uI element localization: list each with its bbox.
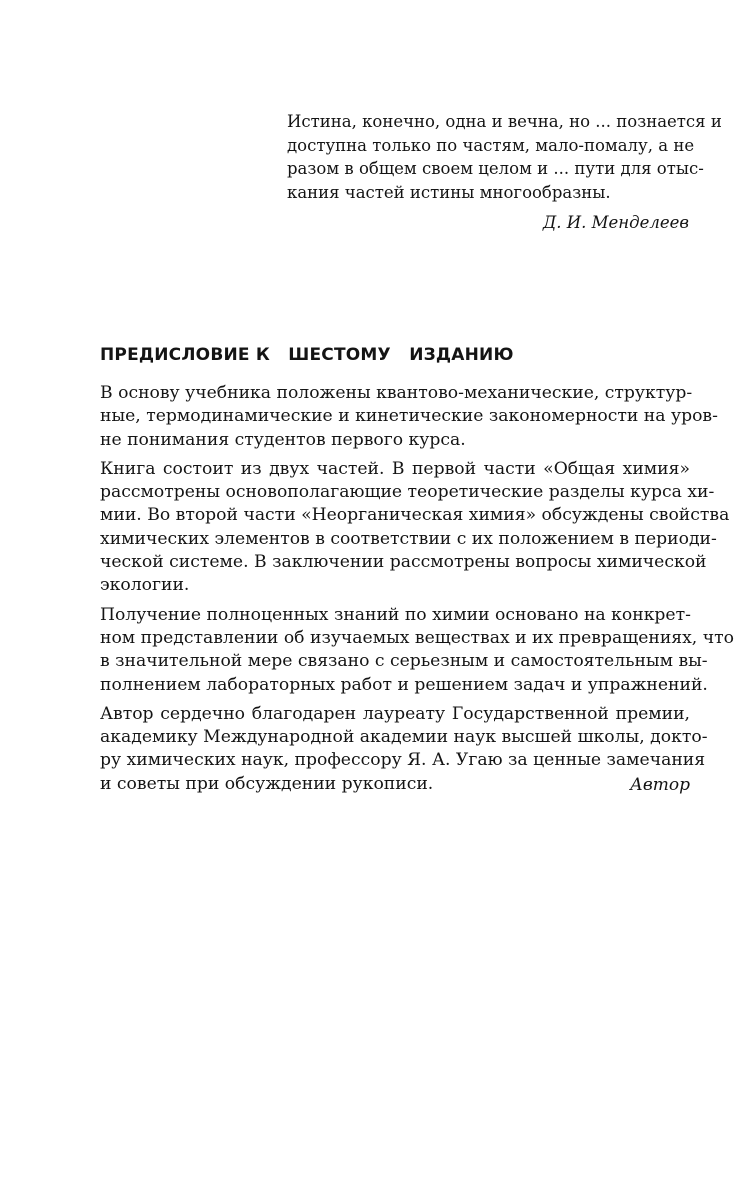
paragraph-2: [100, 458, 730, 598]
section-heading: ПРЕДИСЛОВИЕ К ШЕСТОМУ ИЗДАНИЮ: [100, 345, 514, 365]
text-line: ческой системе. В заключении рассмотрены вопросы химической: [100, 552, 707, 573]
epigraph-author: Д. И. Менделеев: [542, 213, 689, 232]
text-line: ном представлении об изучаемых веществах и их превращениях, что: [100, 627, 734, 648]
text-line: Получение полноценных знаний по химии основано на конкрет-: [100, 604, 691, 625]
epigraph-line: Истина, конечно, одна и вечна, но ... познается и: [287, 112, 722, 131]
text-line-content: В основу учебника положены квантово-механические, структур-: [100, 383, 693, 403]
text-line: в значительной мере связано с серьезным и самостоятельным вы-: [100, 651, 708, 672]
text-line: рассмотрены основополагающие теоретические разделы курса хи-: [100, 482, 715, 503]
paragraph-3: [100, 604, 734, 697]
text-line: экологии.: [100, 575, 190, 596]
text-line: ные, термодинамические и кинетические закономерности на уров-: [100, 406, 718, 427]
text-line: химических элементов в соответствии с их положением в периоди-: [100, 528, 717, 549]
text-line: академику Международной академии наук высшей школы, докто-: [100, 727, 708, 748]
paragraph-1: [100, 382, 718, 452]
closing-signature: Автор: [629, 775, 690, 795]
text-line: полнением лабораторных работ и решением задач и упражнений.: [100, 674, 708, 695]
epigraph-line: разом в общем своем целом и ... пути для отыс-: [287, 159, 704, 179]
epigraph-line: доступна только по частям, мало-помалу, а не: [287, 135, 695, 155]
epigraph: [287, 110, 722, 204]
epigraph-line: кания частей истины многообразны.: [287, 182, 611, 202]
text-line: [100, 382, 693, 405]
text-line: не понимания студентов первого курса.: [100, 429, 466, 450]
text-line: Автор сердечно благодарен лауреату Государственной премии,: [100, 703, 690, 724]
text-line: Книга состоит из двух частей. В первой части «Общая химия»: [100, 458, 690, 479]
preface-body: [100, 382, 734, 802]
text-line: мии. Во второй части «Неорганическая химия» обсуждены свойства: [100, 505, 730, 526]
text-line: и советы при обсуждении рукописи.: [100, 773, 434, 794]
text-line: ру химических наук, профессору Я. А. Угаю за ценные замечания: [100, 750, 706, 771]
